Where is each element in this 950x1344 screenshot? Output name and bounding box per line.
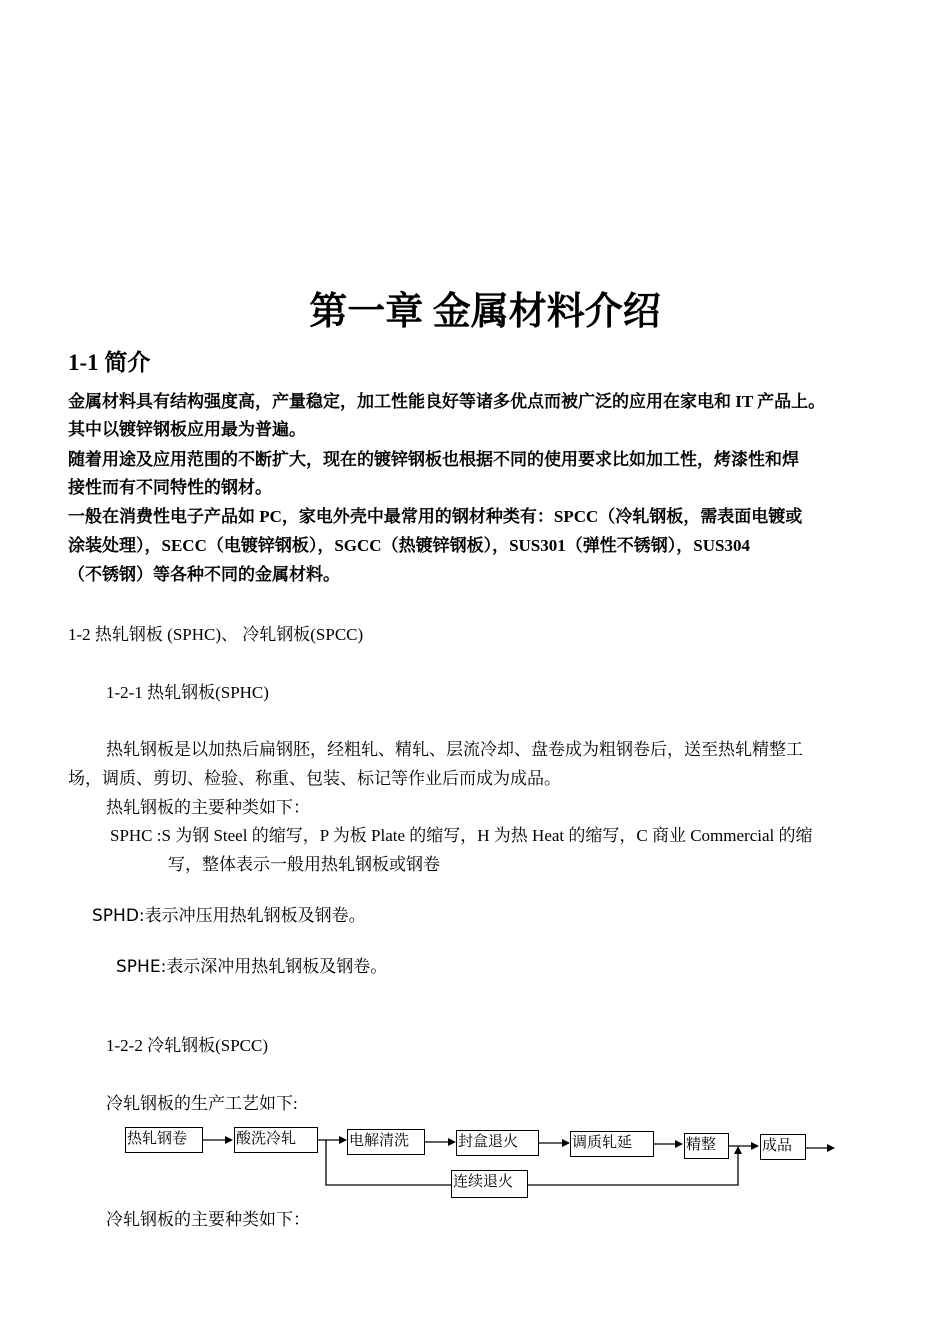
hot-rolled-para-line-2: 场，调质、剪切、检验、称重、包装、标记等作业后而成为成品。 — [68, 769, 561, 788]
section-heading-1-2-2: 1-2-2 冷轧钢板(SPCC) — [106, 1036, 268, 1055]
section-heading-1-2: 1-2 热轧钢板 (SPHC)、 冷轧钢板(SPCC) — [68, 625, 364, 644]
intro-line-5: 一般在消费性电子产品如 PC，家电外壳中最常用的钢材种类有：SPCC（冷轧钢板，需表面电镀或 — [68, 507, 803, 526]
flow-step-finished-product: 成品 — [760, 1134, 806, 1160]
flow-step-pickling-cold-rolling: 酸洗冷轧 — [234, 1127, 318, 1153]
section-heading-1-1: 1-1 简介 — [68, 350, 151, 375]
flow-step-batch-annealing: 封盒退火 — [456, 1130, 539, 1156]
intro-line-4: 接性而有不同特性的钢材。 — [68, 478, 272, 497]
sphd-definition: SPHD:表示冲压用热轧钢板及钢卷。 — [92, 906, 366, 926]
cold-rolled-process-intro: 冷轧钢板的生产工艺如下: — [106, 1094, 298, 1113]
cold-rolled-types-intro: 冷轧钢板的主要种类如下： — [106, 1210, 310, 1229]
flow-step-hot-rolled-coil: 热轧钢卷 — [125, 1127, 203, 1153]
section-heading-1-2-1: 1-2-1 热轧钢板(SPHC) — [106, 683, 269, 702]
intro-line-3: 随着用途及应用范围的不断扩大，现在的镀锌钢板也根据不同的使用要求比如加工性，烤漆性和焊 — [68, 450, 799, 469]
hot-rolled-para-line-1: 热轧钢板是以加热后扁钢胚，经粗轧、精轧、层流冷却、盘卷成为粗钢卷后，送至热轧精整工 — [106, 740, 803, 759]
sphc-line-1: SPHC :S 为钢 Steel 的缩写，P 为板 Plate 的缩写，H 为热 Heat 的缩写，C 商业 Commercial 的缩 — [110, 826, 813, 845]
sphc-line-2: 写，整体表示一般用热轧钢板或钢卷 — [168, 855, 440, 874]
intro-line-2: 其中以镀锌钢板应用最为普遍。 — [68, 420, 306, 439]
sphe-definition: SPHE:表示深冲用热轧钢板及钢卷。 — [116, 957, 388, 977]
flow-step-continuous-annealing: 连续退火 — [451, 1170, 528, 1198]
intro-line-6: 涂装处理），SECC（电镀锌钢板），SGCC（热镀锌钢板），SUS301（弹性不锈钢），SUS304 — [68, 536, 750, 555]
flow-step-temper-rolling: 调质轧延 — [570, 1131, 654, 1157]
intro-line-7: （不锈钢）等各种不同的金属材料。 — [68, 565, 340, 584]
flow-step-electrolytic-cleaning: 电解清洗 — [347, 1129, 425, 1155]
flow-step-finishing: 精整 — [684, 1133, 729, 1159]
hot-rolled-types-intro: 热轧钢板的主要种类如下： — [106, 798, 310, 817]
intro-line-1: 金属材料具有结构强度高，产量稳定，加工性能良好等诸多优点而被广泛的应用在家电和 IT 产品上。 — [68, 392, 826, 411]
chapter-title: 第一章 金属材料介绍 — [309, 291, 661, 333]
